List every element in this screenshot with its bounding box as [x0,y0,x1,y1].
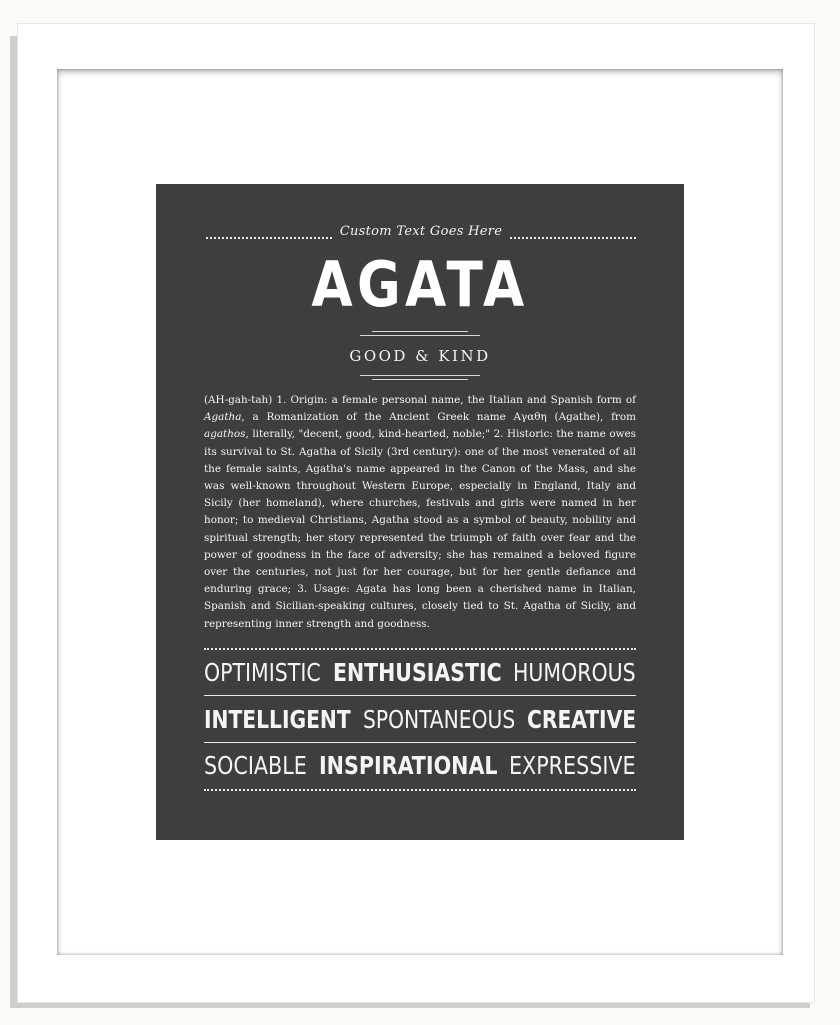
name-meaning: GOOD & KIND [349,347,491,365]
trait-word: SPONTANEOUS [362,705,515,734]
rule-line [204,742,636,743]
rule-line [372,379,468,380]
name-definition [204,392,636,633]
trait-word: OPTIMISTIC [204,658,321,687]
rule-line [360,335,480,336]
traits-row [204,658,636,687]
trait-word: CREATIVE [526,705,636,734]
definition-text: (AH-gah-tah) 1. Origin: a female personal name, the Italian and Spanish form of [204,394,636,406]
definition-text: , a Romanization of the Ancient Greek name Αγαθη (Agathe), from [241,411,636,424]
rule-line [204,695,636,696]
definition-emphasis: agathos [204,428,246,441]
rule-line [372,331,468,332]
trait-word: HUMOROUS [513,658,636,687]
trait-word: EXPRESSIVE [509,751,636,780]
custom-text: Custom Text Goes Here [339,224,503,239]
rule-line [360,375,480,376]
traits-row [204,751,636,780]
dotted-divider [510,237,636,239]
trait-word: INTELLIGENT [204,705,351,734]
definition-text: , literally, "decent, good, kind-hearted, noble;" 2. Historic: the name owes its survival to St. Agatha of Sicily (3rd century): one of the most venerated of all the female saints, Agatha's name appeared in the Canon of the Mass, and she was well-known throughout Western Europe, especially in England, Italy and Sicily (her homeland), where churches, festivals and girls were named in her honor; to medieval Christians, Agatha stood as a symbol of beauty, nobility and spiritual strength; her story represented the triumph of faith over fear and the power of goodness in the face of adversity; she has remained a beloved figure over the centuries, not just for her courage, but for her gentle defiance and enduring grace; 3. Usage: Agata has long been a cherished name in Italian, Spanish and Sicilian-speaking cultures, closely tied to St. Agatha of Sicily, and representing inner strength and goodness. [204,428,636,630]
name-print [156,184,684,840]
dotted-divider [204,648,636,650]
trait-word: SOCIABLE [204,751,307,780]
trait-word: ENTHUSIASTIC [332,658,502,687]
custom-text-row [206,222,636,246]
trait-word: INSPIRATIONAL [318,751,498,780]
name-title: AGATA [311,248,529,321]
dotted-divider [204,789,636,791]
definition-emphasis: Agatha [204,411,242,424]
traits-row [204,705,636,734]
